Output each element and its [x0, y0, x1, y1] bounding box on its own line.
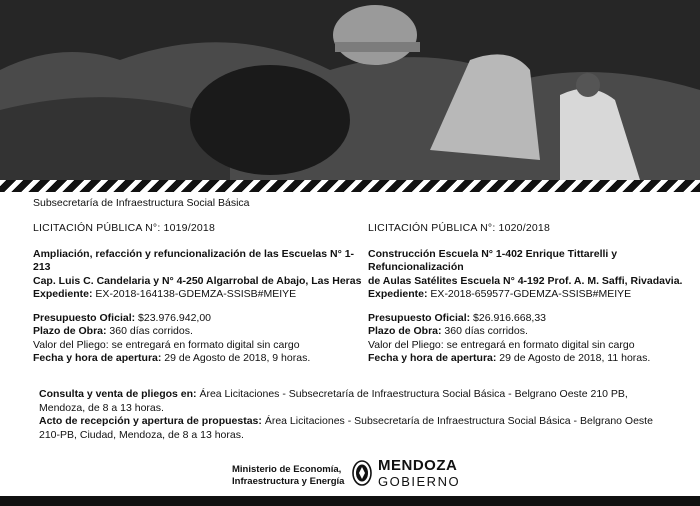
licitacion-right: [368, 222, 698, 366]
obra-description-line2: de Aulas Satélites Escuela N° 4-192 Prof. A. M. Saffi, Rivadavia.: [368, 274, 683, 287]
obra-description-line2: Cap. Luis C. Candelaria y N° 4-250 Algarrobal de Abajo, Las Heras: [33, 274, 362, 287]
expediente: Expediente: EX-2018-164138-GDEMZA-SSISB#MEIYE: [33, 288, 297, 300]
info-block: [39, 388, 659, 442]
licitacion-number: LICITACIÓN PÚBLICA N°: 1020/2018: [368, 222, 550, 234]
expediente: Expediente: EX-2018-659577-GDEMZA-SSISB#MEIYE: [368, 288, 632, 300]
bottom-bar: [0, 496, 700, 506]
header-photo: [0, 0, 700, 192]
consulta-venta: Consulta y venta de pliegos en: Área Licitaciones - Subsecretaría de Infraestructura Social Básica - Belgrano Oeste 210 PB, Mendoza, de 8 a 13 horas.: [39, 388, 628, 414]
presupuesto: Presupuesto Oficial: $23.976.942,00: [33, 311, 212, 324]
fecha-apertura: Fecha y hora de apertura: 29 de Agosto de 2018, 9 horas.: [33, 352, 311, 364]
mendoza-gobierno-logo: MENDOZA GOBIERNO: [378, 457, 461, 489]
ministerio-name: Ministerio de Economía, Infraestructura y Energía: [232, 464, 345, 487]
plazo: Plazo de Obra: 360 días corridos.: [33, 325, 193, 337]
valor-pliego: Valor del Pliego: se entregará en formato digital sin cargo: [33, 338, 300, 351]
licitacion-number: LICITACIÓN PÚBLICA N°: 1019/2018: [33, 222, 215, 234]
mendoza-seal-icon: [352, 460, 372, 486]
licitacion-left: [33, 222, 363, 366]
plazo: Plazo de Obra: 360 días corridos.: [368, 325, 528, 337]
hazard-stripe: [0, 180, 700, 192]
subsecretaria-title: Subsecretaría de Infraestructura Social Básica: [33, 197, 250, 209]
acto-recepcion: Acto de recepción y apertura de propuestas: Área Licitaciones - Subsecretaría de Infraestructura Social Básica - Belgrano Oeste 210-PB, Ciudad, Mendoza, de 8 a 13 horas.: [39, 415, 653, 441]
valor-pliego: Valor del Pliego: se entregará en formato digital sin cargo: [368, 338, 635, 351]
obra-description-line1: Construcción Escuela N° 1-402 Enrique Tittarelli y Refuncionalización: [368, 247, 618, 273]
fecha-apertura: Fecha y hora de apertura: 29 de Agosto de 2018, 11 horas.: [368, 352, 651, 364]
obra-description-line1: Ampliación, refacción y refuncionalización de las Escuelas N° 1-213: [33, 247, 355, 273]
workers-photo: [0, 0, 700, 192]
presupuesto: Presupuesto Oficial: $26.916.668,33: [368, 311, 547, 324]
